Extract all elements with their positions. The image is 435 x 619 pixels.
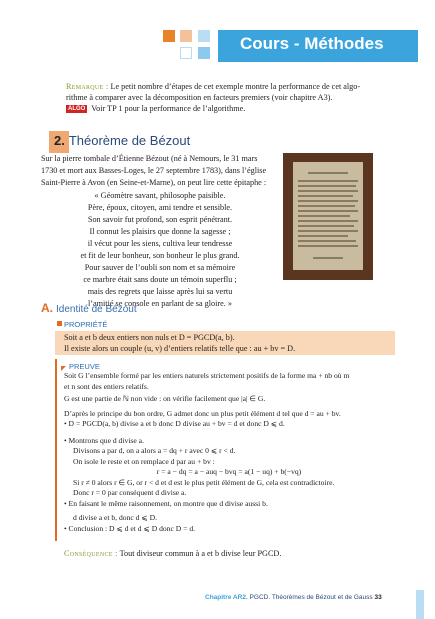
subsection-letter: A. (41, 301, 53, 315)
intro-line: Saint-Pierre à Avon (en Seine-et-Marne), on peut lire cette épitaphe : (41, 178, 267, 187)
preuve-line: • En faisant le même raisonnement, on montre que d divise aussi b. (64, 498, 268, 508)
propriete-line: Soit a et b deux entiers non nuls et D = PGCD(a, b). (64, 333, 235, 342)
preuve-line: G est une partie de ℕ non vide : on vérifie facilement que |a| ∈ G. (64, 394, 266, 403)
preuve-line: D’après le principe du bon ordre, G admet donc un plus petit élément d tel que d = au + bv. (64, 408, 341, 418)
subsection-title-text: Identité de Bézout (56, 304, 137, 315)
poem-line: l’amitié se console en parlant de sa gloire. » (88, 299, 232, 308)
algo-badge: ALGO (68, 106, 86, 112)
page-footer (205, 594, 382, 601)
preuve-line: r = a − dq = a − auq − bvq = a(1 − uq) + b(−vq) (156, 467, 302, 476)
preuve-line: Soit G l’ensemble formé par les entiers naturels strictement positifs de la forme ma + nb où m (64, 371, 350, 380)
preuve-line: On isole le reste et on remplace d par au + bv : (73, 456, 215, 466)
poem-line: ce marbre était sans doute un témoin superflu ; (83, 275, 237, 284)
propriete-text (64, 332, 392, 354)
poem-line: « Géomètre savant, philosophe paisible. (94, 191, 226, 200)
propriete-tag: PROPRIÉTÉ (64, 320, 108, 329)
poem-line: Il connut les plaisirs que donne la sagesse ; (89, 227, 231, 236)
preuve-line: Si r ≠ 0 alors r ∈ G, or r < d et d est le plus petit élément de G, cela est contradictoire. (73, 477, 335, 487)
decor-square (198, 30, 210, 42)
poem-line: Son savoir fut profond, son esprit pénétrant. (87, 215, 233, 224)
footer-text: PGCD. Théorèmes de Bézout et de Gauss (247, 594, 373, 601)
intro-line: Sur la pierre tombale d’Étienne Bézout (né à Nemours, le 31 mars (41, 154, 258, 163)
subsection-title (41, 301, 137, 315)
decor-square (163, 30, 175, 42)
remarque-block (66, 81, 396, 114)
footer-strip (416, 590, 424, 619)
header-title: Cours - Méthodes (240, 34, 384, 53)
propriete-line: Il existe alors un couple (u, v) d’entiers relatifs telle que : au + bv = D. (64, 344, 296, 353)
decor-square (180, 30, 192, 42)
poem-line: Père, époux, citoyen, ami tendre et sensible. (87, 203, 233, 212)
tombstone-photo (283, 153, 373, 280)
preuve-line: • Montrons que d divise a. (64, 435, 144, 445)
poem-line: et fit de leur bonheur, son bonheur le plus grand. (80, 251, 240, 260)
poem-line: Pour sauver de l’oubli son nom et sa mémoire (84, 263, 236, 272)
consequence-text: Tout diviseur commun à a et b divise leur PGCD. (117, 549, 282, 558)
consequence-label: Conséquence : (64, 549, 118, 558)
remarque-line2: rithme à comparer avec la décomposition en facteurs premiers (voir chapitre A3). (66, 93, 333, 102)
preuve-tag: PREUVE (69, 362, 100, 371)
footer-chapter: Chapitre AR2. (205, 594, 248, 601)
remarque-line1: Le petit nombre d’étapes de cet exemple montre la performance de cet algo- (108, 82, 361, 91)
consequence-block (64, 548, 394, 559)
preuve-line: Donc r = 0 par conséquent d divise a. (73, 488, 187, 497)
decor-square (198, 47, 210, 59)
poem-line: il vécut pour les siens, cultiva leur tendresse (87, 239, 233, 248)
preuve-line: • D = PGCD(a, b) divise a et b donc D divise au + bv = d et donc D ⩽ d. (64, 419, 285, 428)
section-number: 2. (54, 133, 65, 148)
section-intro (41, 153, 281, 189)
propriete-marker (57, 321, 62, 326)
poem-line: mais des regrets que laisse après lui sa vertu (87, 287, 233, 296)
algo-text: Voir TP 1 pour la performance de l’algorithme. (89, 104, 246, 113)
page-number: 33 (374, 594, 382, 601)
preuve-line: et n sont des entiers relatifs. (64, 381, 149, 391)
decor-square (180, 47, 192, 59)
preuve-body (64, 371, 394, 534)
section-title-text: Théorème de Bézout (68, 133, 191, 148)
remarque-label: Remarque : (66, 82, 109, 91)
preuve-line: • Conclusion : D ⩽ d et d ⩽ D donc D = d. (64, 523, 196, 533)
section-title (54, 133, 190, 148)
epitaph-poem (40, 190, 280, 310)
preuve-line: d divise a et b, donc d ⩽ D. (73, 513, 157, 522)
preuve-line: Divisons a par d, on a alors a = dq + r avec 0 ⩽ r < d. (73, 446, 236, 455)
intro-line: 1730 et mort aux Basses-Loges, le 27 septembre 1783), dans l’église (41, 166, 267, 175)
